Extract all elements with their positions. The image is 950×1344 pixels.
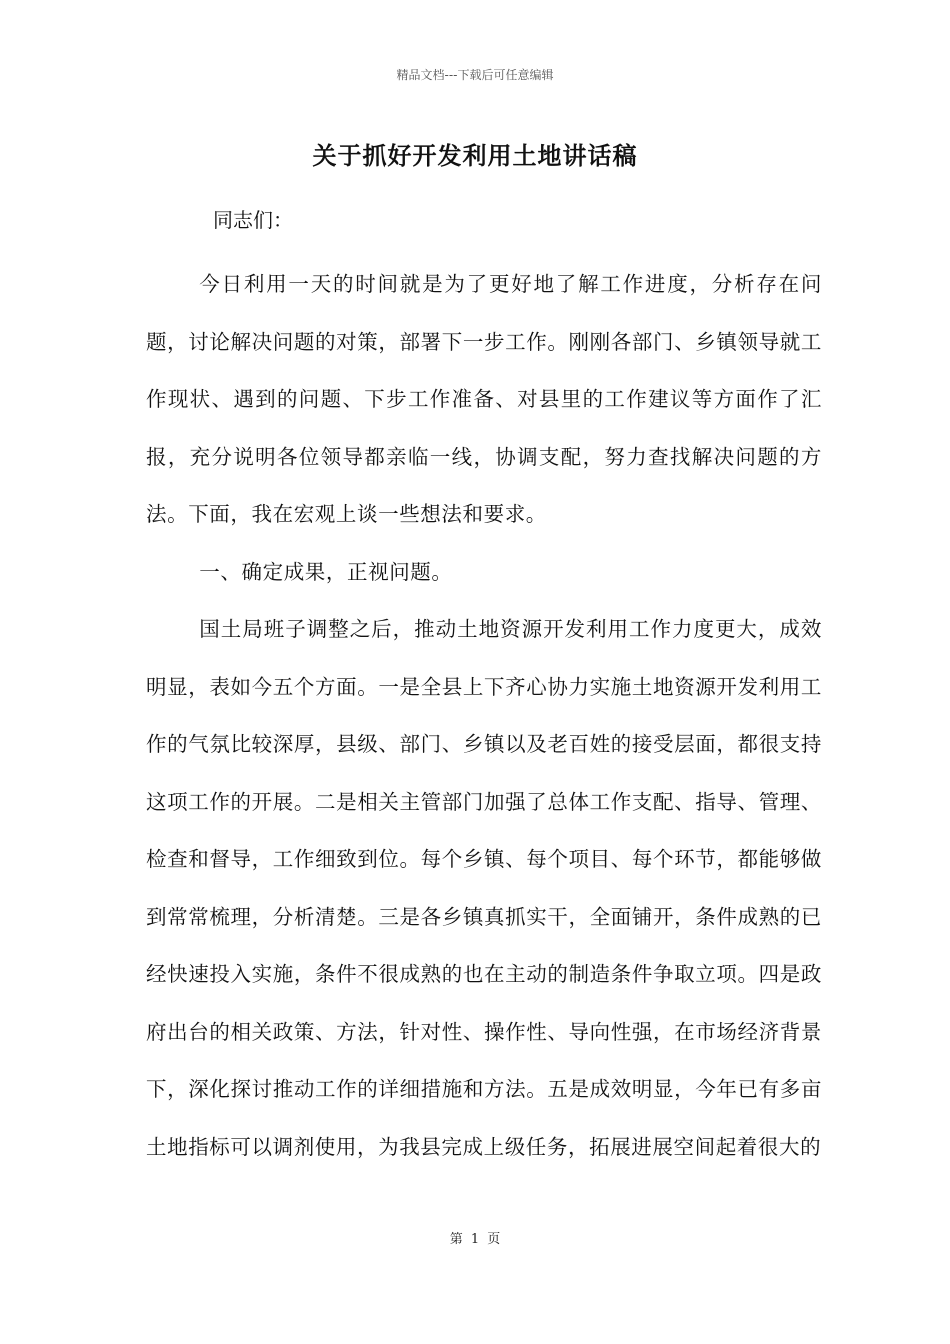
paragraph-intro: 今日利用一天的时间就是为了更好地了解工作进度，分析存在问题，讨论解决问题的对策，部署下一步工作。刚刚各部门、乡镇领导就工作现状、遇到的问题、下步工作准备、对县里的工作建议等方面作了汇报，充分说明各位领导都亲临一线，协调支配，努力查找解决问题的方法。下面，我在宏观上谈一些想法和要求。 [146, 272, 822, 526]
salutation: 同志们： [213, 208, 293, 232]
page-header: 精品文档---下载后可任意编辑 [396, 68, 554, 82]
page-number: 第 1 页 [449, 1232, 501, 1247]
document-title: 关于抓好开发利用土地讲话稿 [312, 141, 638, 170]
section-heading-1: 一、确定成果，正视问题。 [199, 559, 453, 584]
document-body [146, 256, 822, 1176]
paragraph-achievements: 国土局班子调整之后，推动土地资源开发利用工作力度更大，成效明显，表如今五个方面。一是全县上下齐心协力实施土地资源开发利用工作的气氛比较深厚，县级、部门、乡镇以及老百姓的接受层面，都很支持这项工作的开展。二是相关主管部门加强了总体工作支配、指导、管理、检查和督导，工作细致到位。每个乡镇、每个项目、每个环节，都能够做到常常梳理，分析清楚。三是各乡镇真抓实干，全面铺开，条件成熟的已经快速投入实施，条件不很成熟的也在主动的制造条件争取立项。四是政府出台的相关政策、方法，针对性、操作性、导向性强，在市场经济背景下，深化探讨推动工作的详细措施和方法。五是成效明显，今年已有多亩土地指标可以调剂使用，为我县完成上级任务，拓展进展空间起着很大的 [146, 617, 822, 1159]
